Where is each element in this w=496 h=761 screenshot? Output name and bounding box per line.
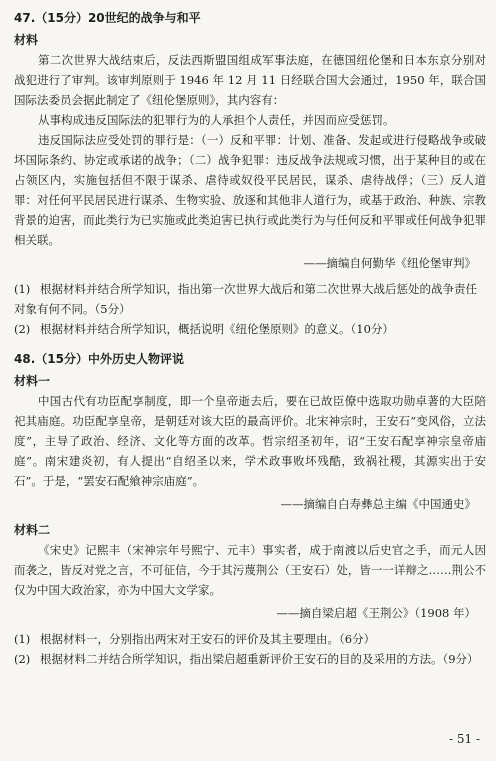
q47-question-2-text: 根据材料并结合所学知识，概括说明《纽伦堡原则》的意义。（10分） [40, 322, 394, 336]
q47-question-2 [14, 319, 486, 339]
q48-material1-para: 中国古代有功臣配享制度，即一个皇帝逝去后，要在已故臣僚中选取功勋卓著的大臣陪祀其庙庭。功臣配享皇帝，是朝廷对该大臣的最高评价。北宋神宗时，王安石“变风俗，立法度”，主导了政治、经济、文化等方面的改革。哲宗绍圣初年，诏“王安石配享神宗皇帝庙庭”。南宋建炎初，有人提出“自绍圣以来，学术政事败坏残酷，致祸社稷，其源实出于安石”。于是，“罢安石配飨神宗庙庭”。 [14, 394, 486, 488]
q47-question-1-num: (1) [14, 282, 31, 296]
q48-question-1-text: 根据材料一，分别指出两宋对王安石的评价及其主要理由。（6分） [40, 632, 376, 646]
q47-question-1 [14, 279, 486, 319]
q48-material2-label: 材料二 [14, 523, 51, 537]
q47-heading: 47.（15分）20世纪的战争与和平 [14, 11, 201, 25]
q47-source: ——摘编自何勤华《纽伦堡审判》 [303, 256, 476, 270]
q48-source1: ——摘编自白寿彝总主编《中国通史》 [280, 497, 476, 511]
q47-material-para-1: 第二次世界大战结束后，反法西斯盟国组成军事法庭，在德国纽伦堡和日本东京分别对战犯进行了审判。该审判原则于 1946 年 12 月 11 日经联合国大会通过，1950 年，联合国国际法委员会据此制定了《纽伦堡原则》，其内容有： [14, 53, 486, 107]
q48-question-2 [14, 649, 486, 669]
exam-page [14, 8, 486, 669]
q48-question-2-text: 根据材料二并结合所学知识，指出梁启超重新评价王安石的目的及采用的方法。（9分） [40, 652, 479, 666]
q47-material-para-3: 违反国际法应受处罚的罪行是：（一）反和平罪：计划、准备、发起或进行侵略战争或破坏国际条约、协定或承诺的战争；（二）战争犯罪：违反战争法规或习惯，出于某种目的或在占领区内，实施包括但不限于谋杀、虐待或奴役平民居民，谋杀、虐待战俘；（三）反人道罪：对任何平民居民进行谋杀、生物实验、放逐和其他非人道行为，或基于政治、种族、宗教背景的迫害，而此类行为已实施或此类迫害已执行或此类行为与任何反和平罪或任何战争犯罪相关联。 [14, 133, 486, 247]
q47-question-1-text: 根据材料并结合所学知识，指出第一次世界大战后和第二次世界大战后惩处的战争责任对象有何不同。（5分） [14, 282, 477, 316]
q48-material2-para: 《宋史》记熙丰（宋神宗年号熙宁、元丰）事实者，成于南渡以后史官之手，而元人因而袭之，皆反对党之言，不可征信，今于其污蔑荆公（王安石）处，皆一一详辩之……荆公不仅为中国大政治家，亦为中国大文学家。 [14, 543, 486, 597]
q48-question-2-num: (2) [14, 652, 31, 666]
q47-question-2-num: (2) [14, 322, 31, 336]
page-number: - 51 - [448, 732, 480, 746]
q47-material-para-2: 从事构成违反国际法的犯罪行为的人承担个人责任，并因而应受惩罚。 [38, 113, 395, 127]
q48-source2: ——摘自梁启超《王荆公》（1908 年） [276, 606, 476, 620]
q47-material-label: 材料 [14, 33, 39, 47]
q48-question-1-num: (1) [14, 632, 31, 646]
q48-material1-label: 材料一 [14, 374, 51, 388]
q48-heading: 48.（15分）中外历史人物评说 [14, 352, 184, 366]
q48-question-1 [14, 629, 486, 649]
